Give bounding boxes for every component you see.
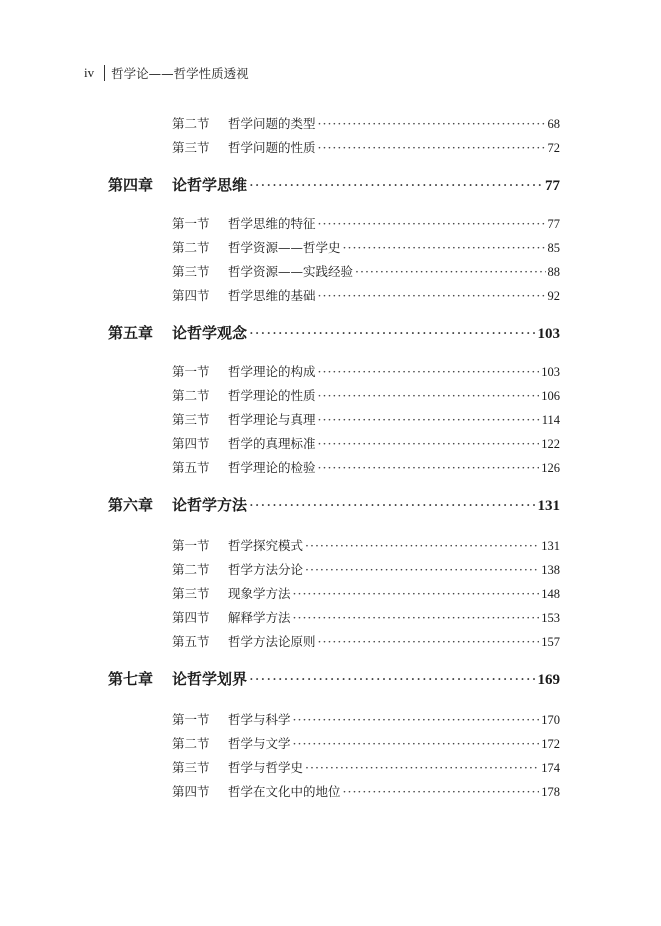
section-title: 哲学理论的检验 (228, 460, 316, 475)
section-title: 哲学的真理标准 (228, 436, 316, 451)
dot-leader (318, 364, 540, 379)
book-title: 哲学论——哲学性质透视 (111, 66, 249, 81)
toc-section-entry (172, 632, 560, 650)
toc-section-entry (172, 458, 560, 476)
dot-leader (318, 216, 546, 231)
section-number: 第二节 (172, 388, 210, 403)
section-title: 哲学与哲学史 (228, 760, 304, 775)
section-page: 88 (547, 265, 560, 279)
dot-leader (293, 586, 540, 601)
toc-chapter-entry (108, 668, 560, 689)
chapter-number: 第六章 (108, 496, 154, 514)
chapter-number: 第五章 (108, 324, 154, 342)
toc-section-entry (172, 214, 560, 232)
section-page: 126 (541, 461, 560, 475)
toc-section-entry (172, 560, 560, 578)
chapter-title: 论哲学方法 (172, 496, 248, 514)
section-number: 第三节 (172, 760, 210, 775)
section-page: 106 (541, 389, 560, 403)
dot-leader (318, 140, 546, 155)
section-number: 第二节 (172, 240, 210, 255)
section-page: 138 (541, 563, 560, 577)
section-title: 哲学方法分论 (228, 562, 304, 577)
toc-section-entry (172, 734, 560, 752)
chapter-number: 第七章 (108, 670, 154, 688)
dot-leader (355, 264, 545, 279)
toc-chapter-entry (108, 322, 560, 343)
chapter-title: 论哲学观念 (172, 324, 248, 342)
section-number: 第四节 (172, 610, 210, 625)
section-page: 92 (547, 289, 560, 303)
page-number: iv (84, 65, 95, 80)
section-title: 哲学问题的性质 (228, 140, 316, 155)
dot-leader (249, 670, 535, 688)
section-page: 85 (547, 241, 560, 255)
running-header (84, 64, 249, 82)
section-number: 第五节 (172, 460, 210, 475)
dot-leader (249, 496, 535, 514)
toc-section-entry (172, 710, 560, 728)
dot-leader (343, 784, 540, 799)
chapter-title: 论哲学划界 (172, 670, 248, 688)
section-number: 第三节 (172, 264, 210, 279)
chapter-number: 第四章 (108, 176, 154, 194)
dot-leader (318, 436, 540, 451)
section-title: 哲学理论的构成 (228, 364, 316, 379)
section-title: 哲学问题的类型 (228, 116, 316, 131)
section-page: 114 (541, 413, 560, 427)
toc-section-entry (172, 584, 560, 602)
section-page: 148 (541, 587, 560, 601)
section-number: 第二节 (172, 736, 210, 751)
section-page: 172 (541, 737, 560, 751)
toc-section-entry (172, 386, 560, 404)
dot-leader (318, 634, 540, 649)
section-title: 哲学思维的特征 (228, 216, 316, 231)
toc-section-entry (172, 362, 560, 380)
section-title: 哲学与科学 (228, 712, 291, 727)
section-title: 现象学方法 (228, 586, 291, 601)
dot-leader (318, 388, 540, 403)
chapter-page: 169 (537, 672, 560, 688)
dot-leader (305, 562, 539, 577)
section-number: 第二节 (172, 116, 210, 131)
section-page: 157 (541, 635, 560, 649)
section-number: 第五节 (172, 634, 210, 649)
section-page: 170 (541, 713, 560, 727)
dot-leader (318, 116, 546, 131)
section-page: 174 (541, 761, 560, 775)
dot-leader (249, 324, 535, 342)
section-title: 哲学资源——实践经验 (228, 264, 354, 279)
dot-leader (293, 736, 540, 751)
section-number: 第三节 (172, 140, 210, 155)
section-number: 第三节 (172, 412, 210, 427)
toc-section-entry (172, 434, 560, 452)
toc-section-entry (172, 758, 560, 776)
dot-leader (318, 412, 540, 427)
toc-section-entry (172, 114, 560, 132)
toc-section-entry (172, 608, 560, 626)
dot-leader (293, 712, 540, 727)
dot-leader (293, 610, 540, 625)
section-title: 哲学理论的性质 (228, 388, 316, 403)
section-number: 第四节 (172, 784, 210, 799)
section-title: 哲学与文学 (228, 736, 291, 751)
section-number: 第一节 (172, 538, 210, 553)
section-number: 第二节 (172, 562, 210, 577)
toc-section-entry (172, 536, 560, 554)
section-page: 103 (541, 365, 560, 379)
chapter-page: 77 (545, 178, 560, 194)
toc-section-entry (172, 286, 560, 304)
section-number: 第四节 (172, 288, 210, 303)
section-page: 131 (541, 539, 560, 553)
toc-section-entry (172, 262, 560, 280)
section-number: 第一节 (172, 216, 210, 231)
section-title: 解释学方法 (228, 610, 291, 625)
toc-section-entry (172, 138, 560, 156)
section-page: 122 (541, 437, 560, 451)
toc-chapter-entry (108, 174, 560, 195)
dot-leader (343, 240, 546, 255)
toc-section-entry (172, 238, 560, 256)
chapter-title: 论哲学思维 (172, 176, 248, 194)
dot-leader (318, 460, 540, 475)
section-title: 哲学探究模式 (228, 538, 304, 553)
toc-section-entry (172, 782, 560, 800)
section-page: 77 (547, 217, 560, 231)
section-title: 哲学资源——哲学史 (228, 240, 341, 255)
section-title: 哲学思维的基础 (228, 288, 316, 303)
toc-section-entry (172, 410, 560, 428)
chapter-page: 103 (537, 326, 560, 342)
section-page: 72 (547, 141, 560, 155)
dot-leader (318, 288, 546, 303)
dot-leader (305, 538, 539, 553)
section-title: 哲学理论与真理 (228, 412, 316, 427)
section-page: 153 (541, 611, 560, 625)
section-number: 第四节 (172, 436, 210, 451)
section-title: 哲学方法论原则 (228, 634, 316, 649)
section-title: 哲学在文化中的地位 (228, 784, 341, 799)
section-page: 178 (541, 785, 560, 799)
dot-leader (249, 176, 543, 194)
header-divider (104, 65, 105, 81)
dot-leader (305, 760, 539, 775)
section-number: 第一节 (172, 364, 210, 379)
section-number: 第三节 (172, 586, 210, 601)
section-page: 68 (547, 117, 560, 131)
section-number: 第一节 (172, 712, 210, 727)
toc-chapter-entry (108, 494, 560, 515)
chapter-page: 131 (537, 498, 560, 514)
